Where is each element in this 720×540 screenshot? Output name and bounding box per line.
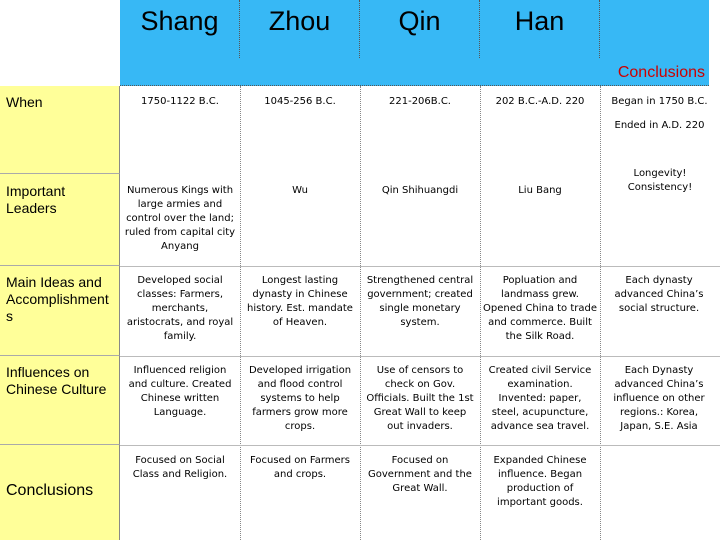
when-zhou: 1045-256 B.C.: [264, 96, 336, 107]
ideas-qin: Strengthened central government; created single monetary system.: [366, 275, 474, 328]
row-label-conclusions: Conclusions: [0, 445, 120, 540]
influences-shang: Influenced religion and culture. Created Chinese written Language.: [128, 365, 232, 418]
grid-line: [120, 266, 720, 267]
header-conclusions-label: Conclusions: [617, 64, 705, 81]
leaders-conclusion: Longevity! Consistency!: [627, 168, 693, 193]
grid-line: [240, 86, 241, 540]
ideas-zhou: Longest lasting dynasty in Chinese history. Est. mandate of Heaven.: [247, 275, 353, 328]
header-conclusions-bar: [120, 58, 709, 86]
ideas-conclusion: Each dynasty advanced China’s social structure.: [614, 275, 704, 314]
row-label-when: When: [0, 86, 120, 174]
dynasty-header: Shang: [140, 6, 219, 36]
when-conclusion-end: Ended in A.D. 220: [614, 120, 705, 131]
influences-conclusion: Each Dynasty advanced China’s influence on other regions.: Korea, Japan, S.E. Asia: [613, 365, 705, 432]
leaders-qin: Qin Shihuangdi: [381, 185, 459, 196]
conclusions-qin: Focused on Government and the Great Wall.: [368, 455, 472, 494]
when-han: 202 B.C.-A.D. 220: [495, 96, 585, 107]
when-conclusion-start: Began in 1750 B.C.: [611, 96, 708, 107]
leaders-shang: Numerous Kings with large armies and control over the land; ruled from capital city Anyang: [124, 185, 236, 252]
leaders-han: Liu Bang: [518, 185, 562, 196]
grid-line: [480, 86, 481, 540]
ideas-han: Popluation and landmass grew. Opened China to trade and commerce. Built the Silk Road.: [483, 275, 598, 342]
grid-line: [360, 86, 361, 540]
dynasty-header: Han: [514, 6, 565, 36]
influences-han: Created civil Service examination. Invented: paper, steel, acupuncture, advance sea travel.: [488, 365, 592, 432]
influences-qin: Use of censors to check on Gov. Officials. Built the 1st Great Wall to keep out invaders.: [366, 365, 474, 432]
grid-line: [600, 86, 601, 540]
dynasty-header: Qin: [398, 6, 441, 36]
influences-zhou: Developed irrigation and flood control systems to help farmers grow more crops.: [248, 365, 352, 432]
conclusions-zhou: Focused on Farmers and crops.: [250, 455, 350, 480]
conclusions-shang: Focused on Social Class and Religion.: [132, 455, 228, 480]
row-label-leaders: Important Leaders: [0, 174, 120, 266]
ideas-shang: Developed social classes: Farmers, merchants, aristocrats, and royal family.: [126, 275, 234, 342]
row-label-ideas: Main Ideas and Accomplishment s: [0, 266, 120, 356]
leaders-zhou: Wu: [292, 185, 308, 196]
grid-line: [120, 445, 720, 446]
when-qin: 221-206B.C.: [389, 96, 451, 107]
dynasty-header: Zhou: [268, 6, 331, 36]
grid-line: [120, 356, 720, 357]
when-shang: 1750-1122 B.C.: [141, 96, 219, 107]
row-label-influences: Influences on Chinese Culture: [0, 356, 120, 445]
conclusions-han: Expanded Chinese influence. Began production of important goods.: [493, 455, 587, 508]
